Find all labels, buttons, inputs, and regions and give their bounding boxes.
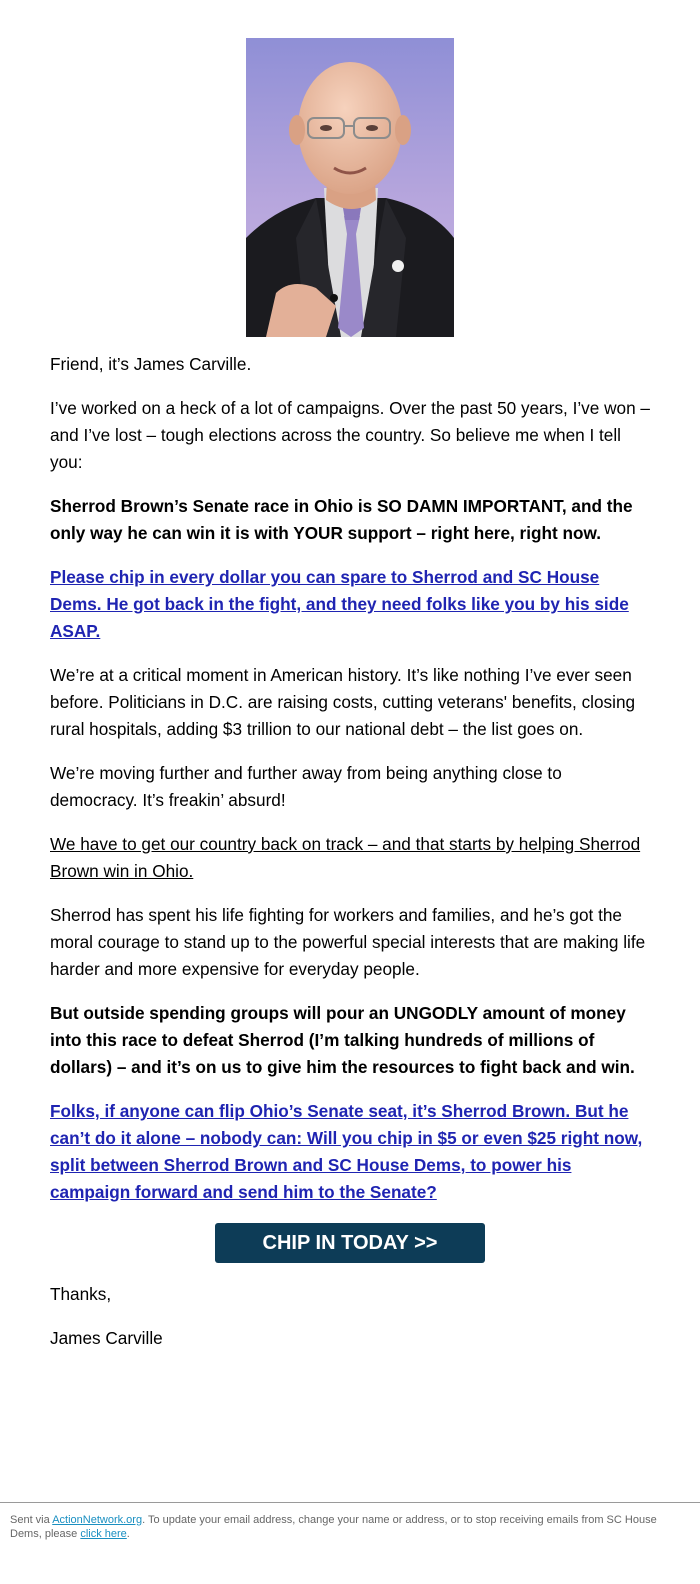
email-footer [0,1502,700,1541]
signoff: Thanks, [50,1284,112,1304]
greeting: Friend, it’s James Carville. [50,354,252,374]
actionnetwork-link[interactable]: ActionNetwork.org [52,1514,143,1526]
paragraph-workers: Sherrod has spent his life fighting for workers and families, and he’s got the moral courage to stand up to the powerful special interests that are making life harder and more expensive for everyday people. [50,905,646,979]
paragraph-intro: I’ve worked on a heck of a lot of campaigns. Over the past 50 years, I’ve won – and I’ve lost – tough elections across the country. So believe me when I tell you: [50,398,650,472]
cta-container [50,1223,650,1263]
footer-suffix: . [126,1528,130,1540]
footer-prefix: Sent via [10,1514,53,1526]
paragraph-back-on-track [50,831,650,885]
donate-link-2[interactable]: Folks, if anyone can flip Ohio’s Senate seat, it’s Sherrod Brown. But he can’t do it alone – nobody can: Will you chip in $5 or even $25 right now, split between Sherrod Brown and SC House Dems, to power his campaign forward and send him to the Senate? [50,1101,643,1202]
portrait-illustration [246,38,454,337]
paragraph-democracy: We’re moving further and further away from being anything close to democracy. It’s freakin’ absurd! [50,763,562,810]
underlined-text: We have to get our country back on track – and that starts by helping Sherrod Brown win in Ohio. [50,834,641,881]
paragraph-senate-race: Sherrod Brown’s Senate race in Ohio is SO DAMN IMPORTANT, and the only way he can win it is with YOUR support – right here, right now. [50,496,633,543]
paragraph-critical-moment: We’re at a critical moment in American history. It’s like nothing I’ve ever seen before. Politicians in D.C. are raising costs, cutting veterans' benefits, closing rural hospitals, adding $3 trillion to our national debt – the list goes on. [50,665,636,739]
footer-middle-text: . To update your email address, change your name or address, or to stop receiving emails from SC House Dems, please [10,1514,657,1540]
signature-block [50,1281,650,1352]
unsubscribe-link[interactable]: click here [80,1528,127,1540]
donate-link-paragraph-2 [50,1098,650,1206]
paragraph-outside-spending: But outside spending groups will pour an UNGODLY amount of money into this race to defeat Sherrod (I’m talking hundreds of millions of dollars) – and it’s on us to give him the resources to fight back and win. [50,1003,635,1077]
donate-link-1[interactable]: Please chip in every dollar you can spare to Sherrod and SC House Dems. He got back in the fight, and they need folks like you by his side ASAP. [50,567,629,641]
james-carville-photo [246,38,454,337]
message-content [0,337,700,1352]
donate-link-paragraph-1 [50,564,650,645]
chip-in-button[interactable]: CHIP IN TODAY >> [215,1223,485,1263]
signature-name: James Carville [50,1328,163,1348]
header-image-container [0,0,700,337]
